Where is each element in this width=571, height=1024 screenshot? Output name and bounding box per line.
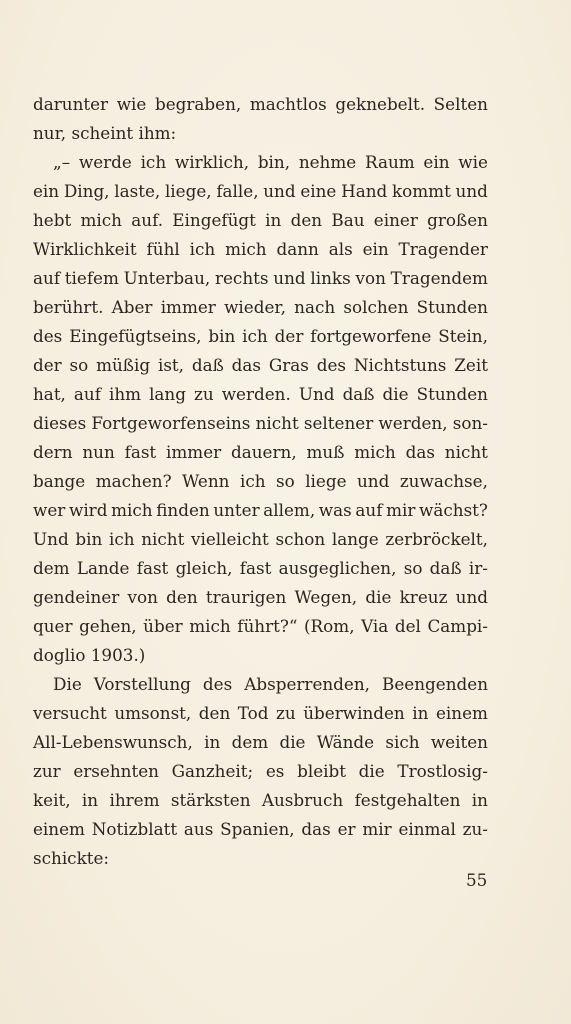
text-line: All-Lebenswunsch, in dem die Wände sich weiten	[33, 732, 488, 752]
text-line: zur ersehnten Ganzheit; es bleibt die Trostlosig-	[33, 761, 488, 781]
body-text	[33, 90, 488, 873]
text-line: versucht umsonst, den Tod zu überwinden in einem	[33, 703, 488, 723]
text-line: keit, in ihrem stärksten Ausbruch festgehalten in	[33, 790, 488, 810]
text-line: dem Lande fast gleich, fast ausgeglichen, so daß ir-	[33, 558, 488, 578]
text-line: der so müßig ist, daß das Gras des Nichtstuns Zeit	[33, 355, 488, 375]
text-line: darunter wie begraben, machtlos geknebelt. Selten	[33, 94, 488, 114]
text-line: quer gehen, über mich führt?“ (Rom, Via del Campi-	[33, 616, 488, 636]
text-line: bange machen? Wenn ich so liege und zuwachse,	[33, 471, 488, 491]
page-number: 55	[466, 870, 488, 890]
text-line: Und bin ich nicht vielleicht schon lange zerbröckelt,	[33, 529, 488, 549]
text-line: hebt mich auf. Eingefügt in den Bau einer großen	[33, 210, 488, 230]
text-line: dieses Fortgeworfenseins nicht seltener werden, son-	[33, 413, 488, 433]
text-line: auf tiefem Unterbau, rechts und links von Tragendem	[33, 268, 488, 288]
text-line: des Eingefügtseins, bin ich der fortgeworfene Stein,	[33, 326, 488, 346]
text-line: nur, scheint ihm:	[33, 123, 177, 143]
text-line: hat, auf ihm lang zu werden. Und daß die Stunden	[33, 384, 488, 404]
text-line: berührt. Aber immer wieder, nach solchen Stunden	[33, 297, 488, 317]
text-line: einem Notizblatt aus Spanien, das er mir einmal zu-	[33, 819, 488, 839]
text-line: wer wird mich finden unter allem, was auf mir wächst?	[33, 500, 488, 520]
text-line: dern nun fast immer dauern, muß mich das nicht	[33, 442, 488, 462]
text-line: Wirklichkeit fühl ich mich dann als ein Tragender	[33, 239, 488, 259]
text-line: „– werde ich wirklich, bin, nehme Raum ein wie	[53, 152, 488, 172]
text-line: ein Ding, laste, liege, falle, und eine Hand kommt und	[33, 181, 488, 201]
text-line: Die Vorstellung des Absperrenden, Beengenden	[53, 674, 488, 694]
text-line: gendeiner von den traurigen Wegen, die kreuz und	[33, 587, 488, 607]
text-line: doglio 1903.)	[33, 645, 146, 665]
text-line: schickte:	[33, 848, 110, 868]
